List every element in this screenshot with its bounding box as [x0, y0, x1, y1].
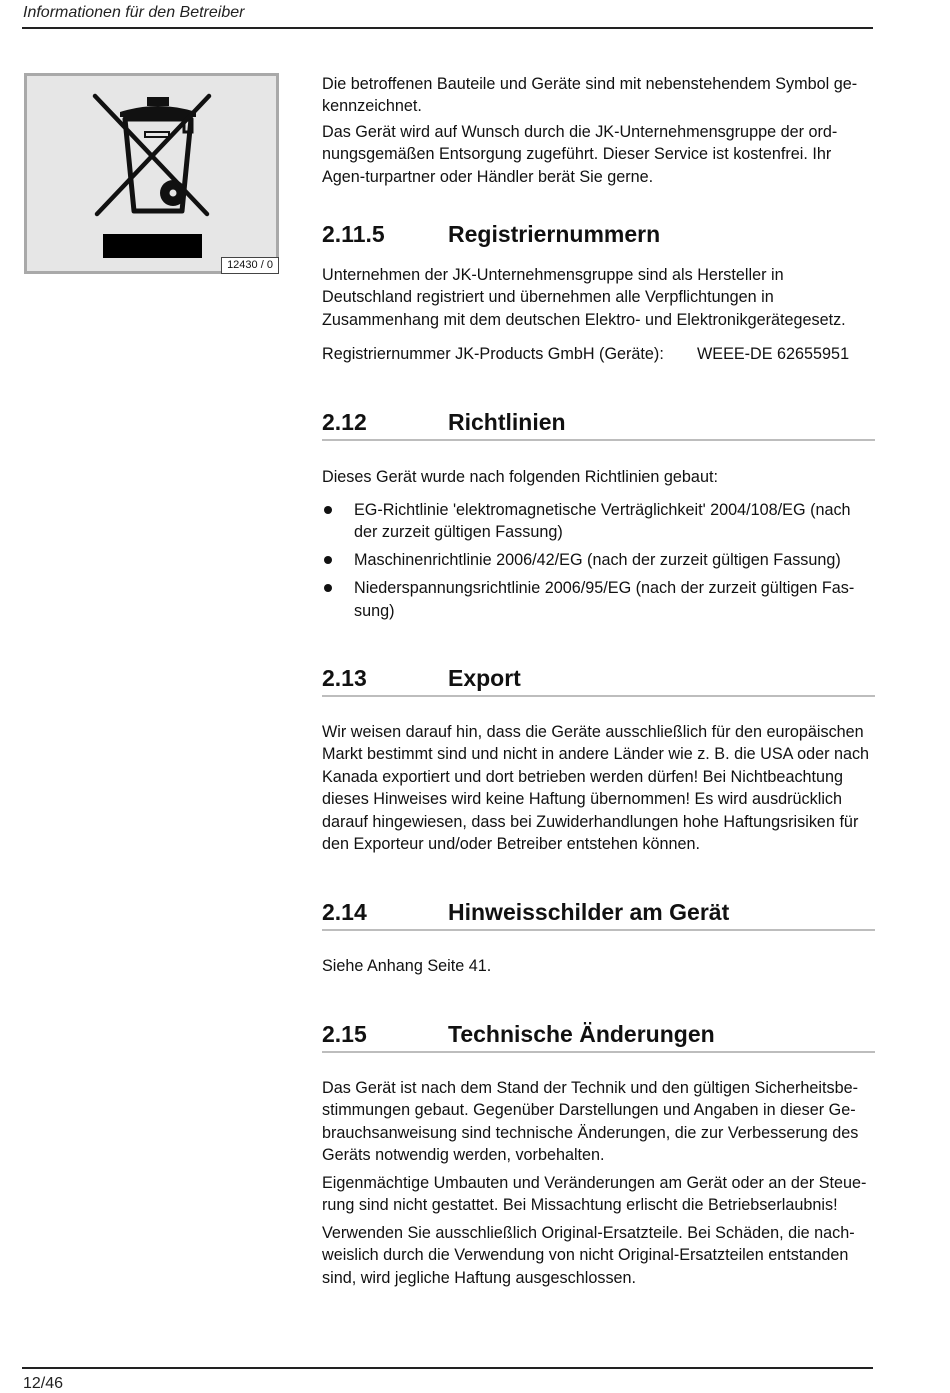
hinweisschilder-paragraph: Siehe Anhang Seite 41.	[322, 957, 492, 975]
bullet-dot-icon	[324, 556, 332, 564]
list-item	[322, 549, 877, 571]
list-item	[322, 577, 877, 622]
section-heading-export	[322, 661, 875, 697]
running-header: Informationen für den Betreiber	[23, 4, 245, 21]
list-item-text: Maschinenrichtlinie 2006/42/EG (nach der zurzeit gültigen Fassung)	[354, 551, 841, 570]
section-number: 2.15	[322, 1021, 367, 1047]
registration-label: Registriernummer JK-Products GmbH (Geräte):	[322, 345, 664, 363]
richtlinien-intro: Dieses Gerät wurde nach folgenden Richtlinien gebaut:	[322, 468, 718, 486]
registriernummern-paragraph: Unternehmen der JK-Unternehmensgruppe sind als Hersteller in Deutschland registriert und übernehmen alle Verpflichtungen in Zusammenhang mit dem deutschen Elektro- und Elektronikgerätegesetz.	[322, 266, 846, 329]
section-title: Registriernummern	[448, 221, 661, 247]
section-number: 2.14	[322, 899, 367, 925]
section-number: 2.12	[322, 409, 367, 435]
export-paragraph: Wir weisen darauf hin, dass die Geräte ausschließlich für den europäischen Markt bestimmt sind und nicht in andere Länder wie z. B. die USA oder nach Kanada exportiert und dort betrieben werden dürfen! Bei Nichtbeachtung dieses Hinweises wird keine Haftung übernommen! Es wird ausdrücklich darauf hingewiesen, dass bei Zuwiderhandlungen hohe Haftungsrisiken für den Exporteur und/oder Betreiber entstehen können.	[322, 723, 870, 854]
intro-paragraph-1: Die betroffenen Bauteile und Geräte sind mit nebenstehendem Symbol ge-kennzeichnet.	[322, 75, 858, 116]
section-heading-registriernummern	[322, 217, 875, 251]
technische-aenderungen-paragraph-1: Das Gerät ist nach dem Stand der Technik und den gültigen Sicherheitsbe-stimmungen gebaut. Gegenüber Darstellungen und Angaben in dieser Ge-brauchsanweisung sind technische Änderungen, die zur Verbesserung des Geräts notwendig werden, vorbehalten.	[322, 1079, 859, 1165]
section-number: 2.11.5	[322, 221, 385, 247]
intro-paragraph-2: Das Gerät wird auf Wunsch durch die JK-Unternehmensgruppe der ord-nungsgemäßen Entsorgung zugeführt. Dieser Service ist kostenfrei. Ihr Agen-turpartner oder Händler berät Sie gerne.	[322, 123, 838, 186]
list-item-text: Niederspannungsrichtlinie 2006/95/EG (nach der zurzeit gültigen Fas-sung)	[354, 579, 855, 620]
list-item	[322, 499, 877, 544]
section-number: 2.13	[322, 665, 367, 691]
header-divider	[22, 27, 873, 29]
section-title: Hinweisschilder am Gerät	[448, 899, 730, 925]
page-number: 12/46	[23, 1375, 64, 1392]
weee-crossed-bin-icon	[27, 76, 276, 271]
list-item-text: EG-Richtlinie 'elektromagnetische Verträglichkeit' 2004/108/EG (nach der zurzeit gültigen Fassung)	[354, 501, 851, 542]
section-heading-technische-aenderungen	[322, 1017, 875, 1053]
section-heading-hinweisschilder	[322, 895, 875, 931]
registration-number: WEEE-DE 62655951	[697, 345, 850, 363]
section-title: Technische Änderungen	[448, 1021, 715, 1047]
technische-aenderungen-paragraph-3: Verwenden Sie ausschließlich Original-Ersatzteile. Bei Schäden, die nach-weislich durch die Verwendung von nicht Original-Ersatzteilen entstanden sind, wird jegliche Haftung ausgeschlossen.	[322, 1224, 855, 1287]
section-heading-richtlinien	[322, 405, 875, 441]
footer-divider	[22, 1367, 873, 1369]
bullet-dot-icon	[324, 506, 332, 514]
bullet-dot-icon	[324, 584, 332, 592]
weee-symbol-figure	[24, 73, 279, 274]
technische-aenderungen-paragraph-2: Eigenmächtige Umbauten und Veränderungen am Gerät oder an der Steue-rung sind nicht gestattet. Bei Missachtung erlischt die Betriebserlaubnis!	[322, 1174, 867, 1215]
figure-label: 12430 / 0	[221, 257, 279, 274]
directives-list	[322, 499, 877, 628]
section-title: Richtlinien	[448, 409, 566, 435]
section-title: Export	[448, 665, 521, 691]
